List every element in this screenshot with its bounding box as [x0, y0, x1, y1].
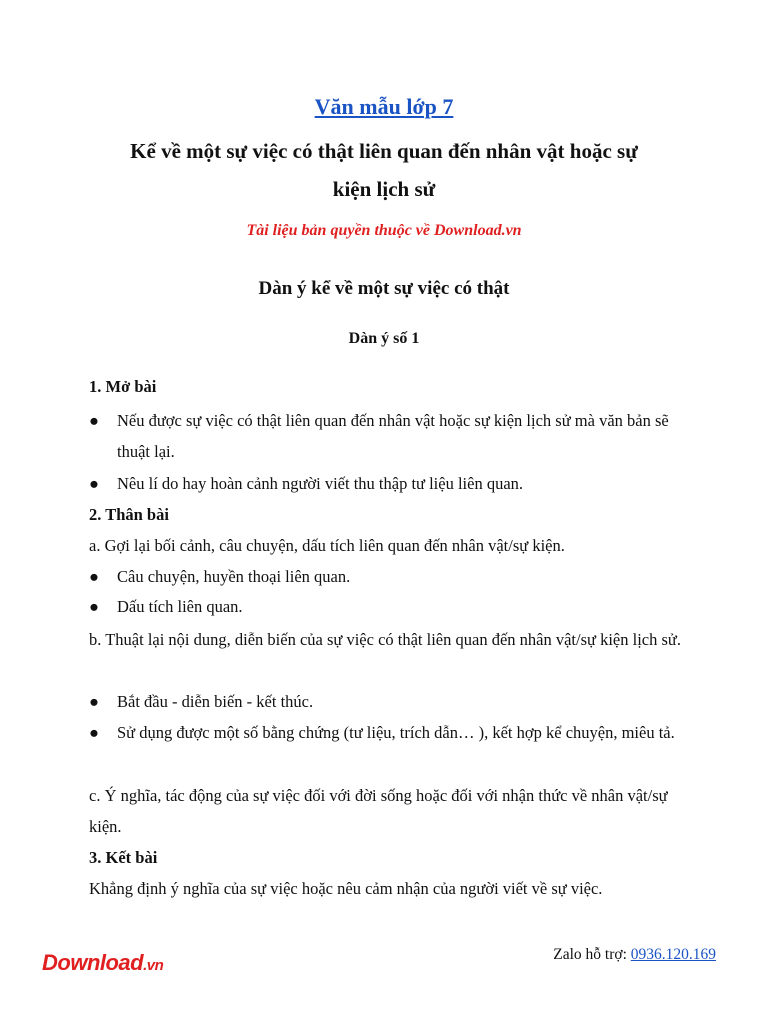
- bullet-icon: ●: [89, 597, 99, 616]
- list-item: ● Nếu được sự việc có thật liên quan đến nhân vật hoặc sự kiện lịch sử mà văn bản sẽ thuật lại.: [89, 405, 681, 467]
- series-link[interactable]: Văn mẫu lớp 7: [314, 94, 454, 119]
- list-item: ● Nêu lí do hay hoàn cảnh người viết thu thập tư liệu liên quan.: [89, 468, 681, 499]
- download-logo[interactable]: Download.vn: [42, 950, 164, 975]
- bullet-icon: ●: [89, 474, 99, 493]
- support-label: Zalo hỗ trợ:: [553, 946, 631, 963]
- list-item: ● Sử dụng được một số bằng chứng (tư liệu, trích dẫn… ), kết hợp kể chuyện, miêu tả.: [89, 717, 681, 748]
- section-heading-ket-bai: 3. Kết bài: [89, 848, 158, 867]
- list-item: ● Câu chuyện, huyền thoại liên quan.: [89, 561, 681, 592]
- support-phone-link[interactable]: 0936.120.169: [630, 946, 716, 963]
- title-line-1: Kể về một sự việc có thật liên quan đến nhân vật hoặc sự: [130, 139, 638, 163]
- list-item: ● Dấu tích liên quan.: [89, 591, 681, 622]
- bullet-icon: ●: [89, 723, 99, 742]
- bullet-icon: ●: [89, 567, 99, 586]
- outline-number: Dàn ý số 1: [348, 330, 420, 347]
- paragraph-b: b. Thuật lại nội dung, diễn biến của sự việc có thật liên quan đến nhân vật/sự kiện lịch sử.: [89, 630, 681, 649]
- paragraph-a: a. Gợi lại bối cảnh, câu chuyện, dấu tích liên quan đến nhân vật/sự kiện.: [89, 536, 565, 555]
- paragraph-c: c. Ý nghĩa, tác động của sự việc đối với đời sống hoặc đối với nhận thức về nhân vật/sự kiện.: [89, 786, 668, 836]
- zalo-support: [553, 946, 716, 964]
- page-title: [0, 132, 768, 208]
- copyright-notice: Tài liệu bản quyền thuộc về Download.vn: [246, 222, 522, 239]
- outline-title: Dàn ý kể về một sự việc có thật: [258, 278, 510, 299]
- bullet-icon: ●: [89, 692, 99, 711]
- section-heading-mo-bai: 1. Mở bài: [89, 377, 157, 396]
- title-line-2: kiện lịch sử: [332, 177, 436, 201]
- list-item: ● Bắt đầu - diễn biến - kết thúc.: [89, 686, 681, 717]
- bullet-icon: ●: [89, 411, 99, 430]
- paragraph-ket-bai: Khẳng định ý nghĩa của sự việc hoặc nêu cảm nhận của người viết về sự việc.: [89, 879, 603, 898]
- section-heading-than-bai: 2. Thân bài: [89, 505, 169, 524]
